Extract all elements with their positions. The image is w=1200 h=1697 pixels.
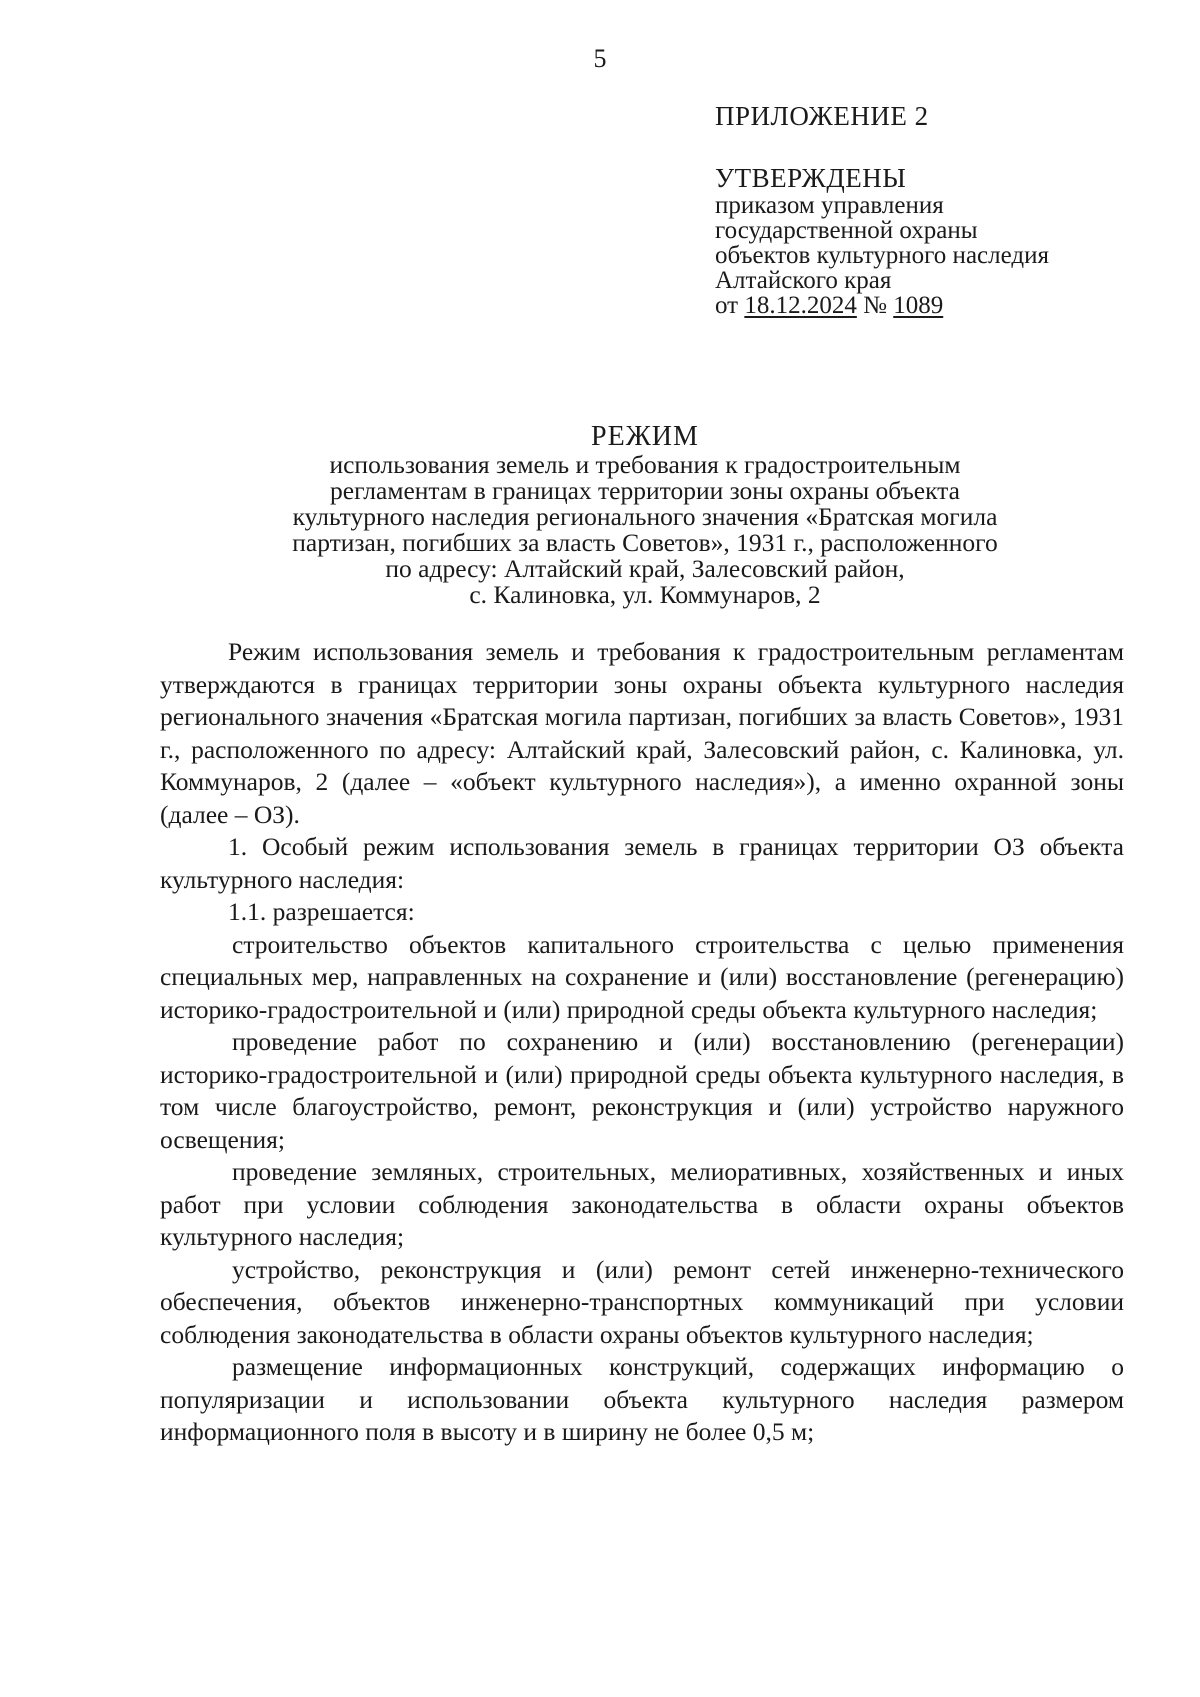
title-line: по адресу: Алтайский край, Залесовский район, (385, 554, 905, 583)
subsection-1-1-heading: 1.1. разрешается: (228, 897, 415, 926)
order-date-number (715, 293, 1165, 318)
approved-label: УТВЕРЖДЕНЫ (715, 163, 907, 193)
title-line: с. Калиновка, ул. Коммунаров, 2 (469, 580, 821, 609)
title-line: партизан, погибших за власть Советов», 1931 г., расположенного (292, 528, 998, 557)
list-item: строительство объектов капитального строительства с целью применения специальных мер, направленных на сохранение и (или) восстановление (регенерацию) историко-градостроительной и (или) природной среды объекта культурного наследия; (160, 929, 1124, 1024)
number-prefix: № (863, 292, 887, 319)
intro-paragraph: Режим использования земель и требования к градостроительным регламентам утверждаются в границах территории зоны охраны объекта культурного наследия регионального значения «Братская могила партизан, погибших за власть Советов», 1931 г., расположенного по адресу: Алтайский край, Залесовский район, с. Калиновка, ул. Коммунаров, 2 (далее – «объект культурного наследия»), а именно охранной зоны (далее – ОЗ). (160, 637, 1124, 829)
list-item: проведение земляных, строительных, мелиоративных, хозяйственных и иных работ при условии соблюдения законодательства в области охраны объектов культурного наследия; (160, 1157, 1124, 1251)
title-line: культурного наследия регионального значения «Братская могила (292, 502, 998, 531)
list-item: проведение работ по сохранению и (или) восстановлению (регенерации) историко-градостроительной и (или) природной среды объекта культурного наследия, в том числе благоустройство, ремонт, реконструкция и (или) устройство наружного освещения; (160, 1027, 1124, 1154)
section-1-heading: 1. Особый режим использования земель в границах территории ОЗ объекта культурного наследия: (160, 832, 1124, 894)
document-title (160, 421, 1130, 609)
document-body (160, 636, 1124, 1449)
date-prefix: от (715, 292, 739, 319)
order-date: 18.12.2024 (744, 292, 857, 319)
title-line: регламентам в границах территории зоны охраны объекта (330, 476, 960, 505)
appendix-label: ПРИЛОЖЕНИЕ 2 (715, 101, 929, 131)
approval-block (715, 101, 1165, 319)
approval-line: Алтайского края (715, 267, 892, 294)
list-item: размещение информационных конструкций, содержащих информацию о популяризации и использовании объекта культурного наследия размером информационного поля в высоту и в ширину не более 0,5 м; (160, 1352, 1124, 1446)
list-item: устройство, реконструкция и (или) ремонт сетей инженерно-технического обеспечения, объектов инженерно-транспортных коммуникаций при условии соблюдения законодательства в области охраны объектов культурного наследия; (160, 1254, 1124, 1349)
title-heading: РЕЖИМ (591, 421, 699, 452)
page-number: 5 (593, 44, 607, 73)
title-line: использования земель и требования к градостроительным (329, 450, 961, 479)
approval-line: объектов культурного наследия (715, 242, 1049, 269)
approval-line: приказом управления (715, 192, 944, 219)
approval-line: государственной охраны (715, 217, 978, 244)
order-number: 1089 (893, 292, 944, 319)
